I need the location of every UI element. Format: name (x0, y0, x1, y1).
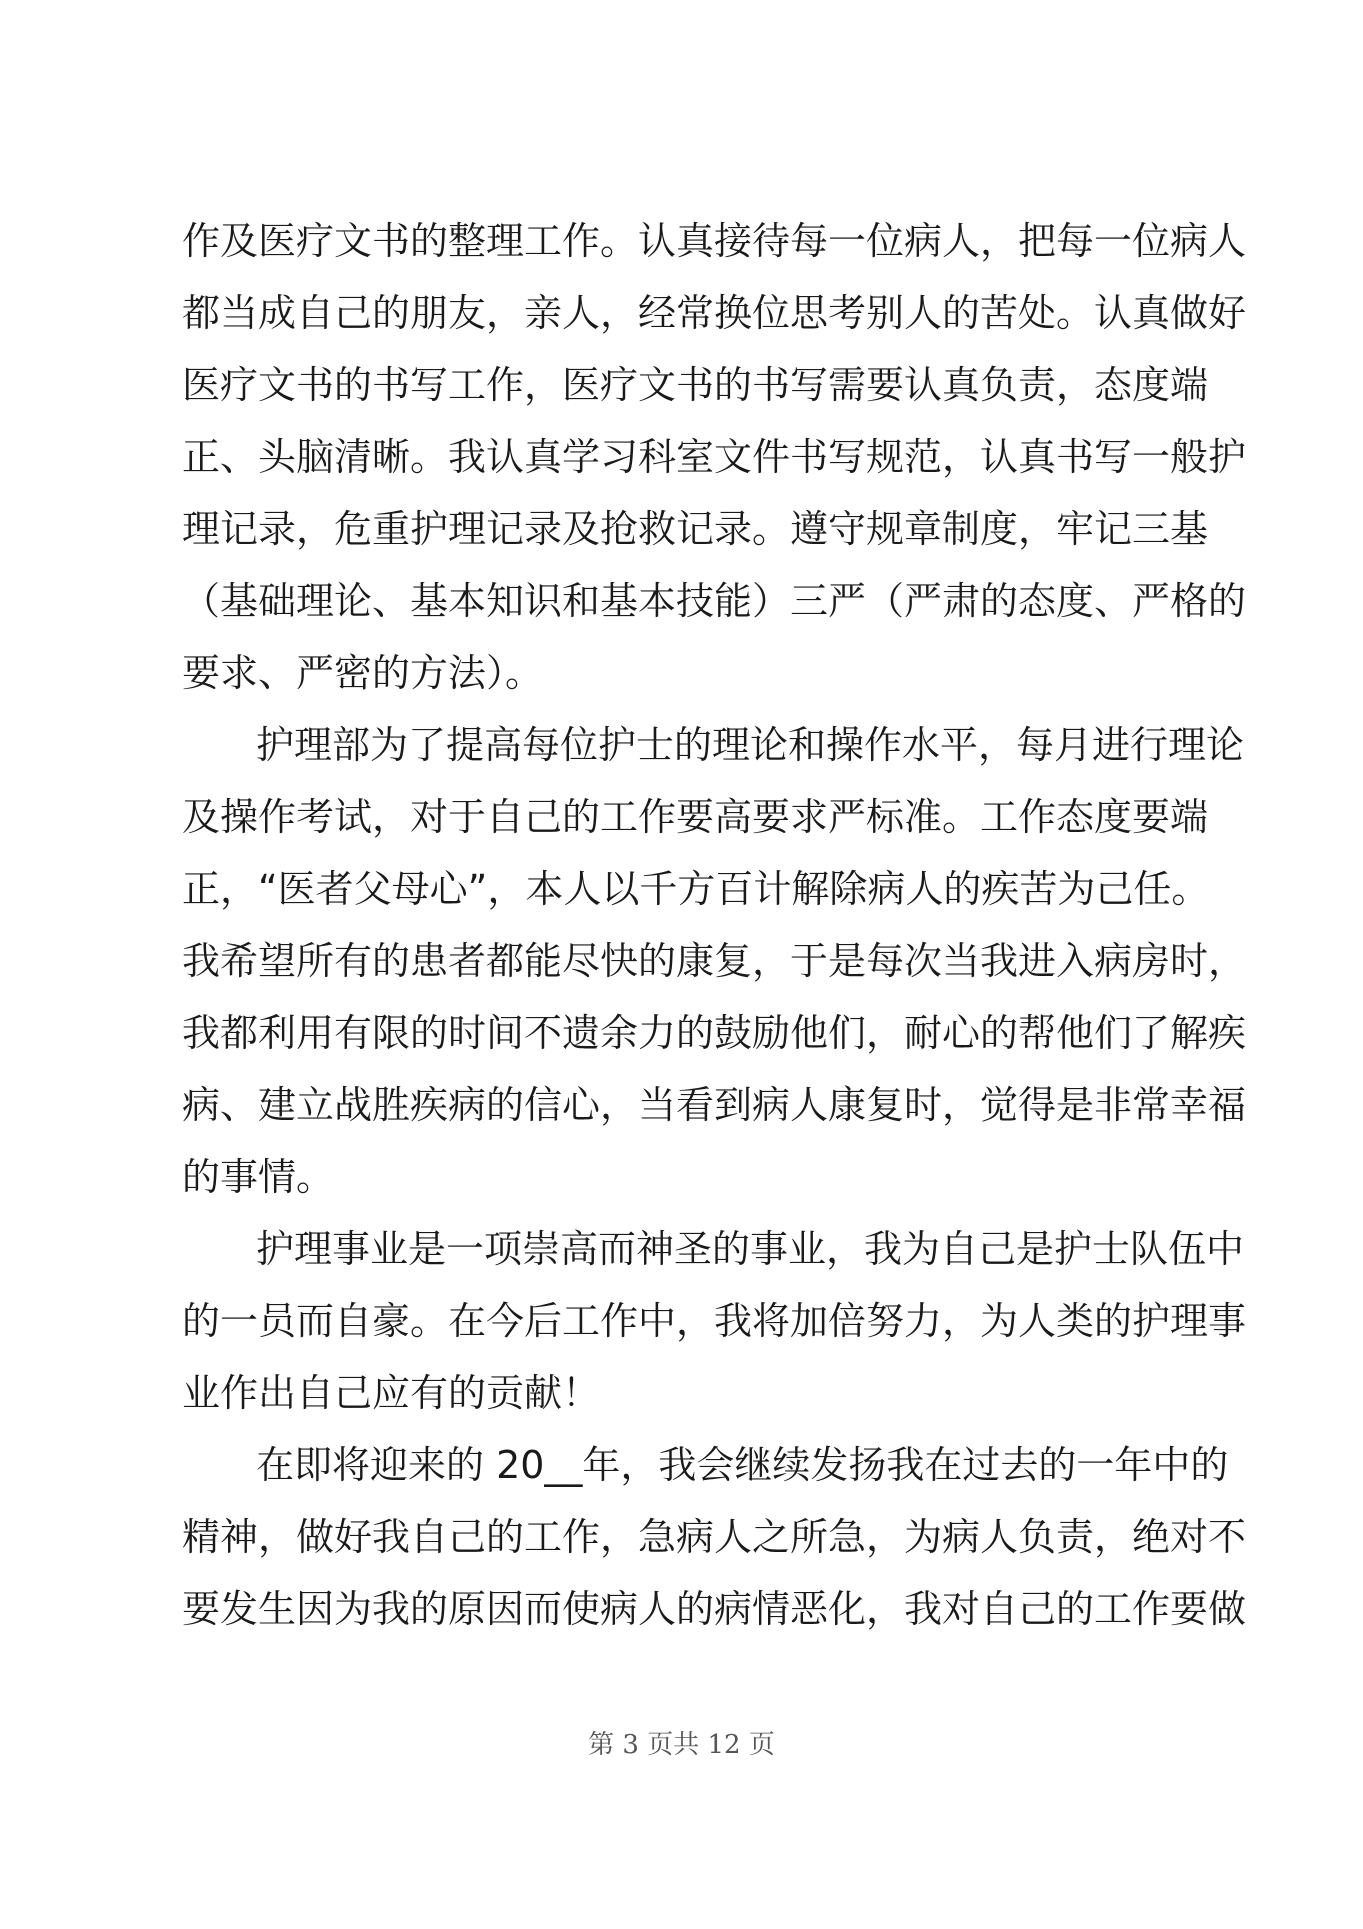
paragraph-2-line-6: 病、建立战胜疾病的信心，当看到病人康复时，觉得是非常幸福 (182, 1083, 1247, 1127)
paragraph-3-line-3: 业作出自己应有的贡献！ (182, 1371, 601, 1415)
paragraph-4-line-3: 要发生因为我的原因而使病人的病情恶化，我对自己的工作要做 (182, 1587, 1247, 1631)
paragraph-2-line-1: 护理部为了提高每位护士的理论和操作水平，每月进行理论 (256, 723, 1245, 767)
paragraph-4-line-2: 精神，做好我自己的工作，急病人之所急，为病人负责，绝对不 (182, 1515, 1247, 1559)
paragraph-2-line-4: 我希望所有的患者都能尽快的康复，于是每次当我进入病房时， (182, 939, 1247, 983)
paragraph-1-line-5: 理记录，危重护理记录及抢救记录。遵守规章制度，牢记三基 (182, 507, 1209, 551)
document-body (182, 205, 1247, 1645)
paragraph-2-line-2: 及操作考试，对于自己的工作要高要求严标准。工作态度要端 (182, 795, 1209, 839)
paragraph-3-line-1: 护理事业是一项崇高而神圣的事业，我为自己是护士队伍中 (256, 1227, 1245, 1271)
paragraph-2-line-7: 的事情。 (182, 1155, 335, 1199)
paragraph-2-line-3: 正，“医者父母心”，本人以千方百计解除病人的疾苦为己任。 (182, 867, 1210, 911)
paragraph-1-line-2: 都当成自己的朋友，亲人，经常换位思考别人的苦处。认真做好 (182, 291, 1247, 335)
paragraph-2-line-5: 我都利用有限的时间不遗余力的鼓励他们，耐心的帮他们了解疾 (182, 1011, 1247, 1055)
paragraph-1-line-4: 正、头脑清晰。我认真学习科室文件书写规范，认真书写一般护 (182, 435, 1247, 479)
paragraph-3-line-2: 的一员而自豪。在今后工作中，我将加倍努力，为人类的护理事 (182, 1299, 1247, 1343)
paragraph-1-line-1: 作及医疗文书的整理工作。认真接待每一位病人，把每一位病人 (182, 219, 1247, 263)
paragraph-1-line-3: 医疗文书的书写工作，医疗文书的书写需要认真负责，态度端 (182, 363, 1209, 407)
page-number-footer: 第 3 页共 12 页 (588, 1730, 775, 1760)
paragraph-1-line-6: （基础理论、基本知识和基本技能）三严（严肃的态度、严格的 (182, 579, 1247, 623)
paragraph-1-line-7: 要求、严密的方法）。 (182, 651, 544, 695)
paragraph-4-line-1: 在即将迎来的 20__年，我会继续发扬我在过去的一年中的 (256, 1443, 1229, 1487)
